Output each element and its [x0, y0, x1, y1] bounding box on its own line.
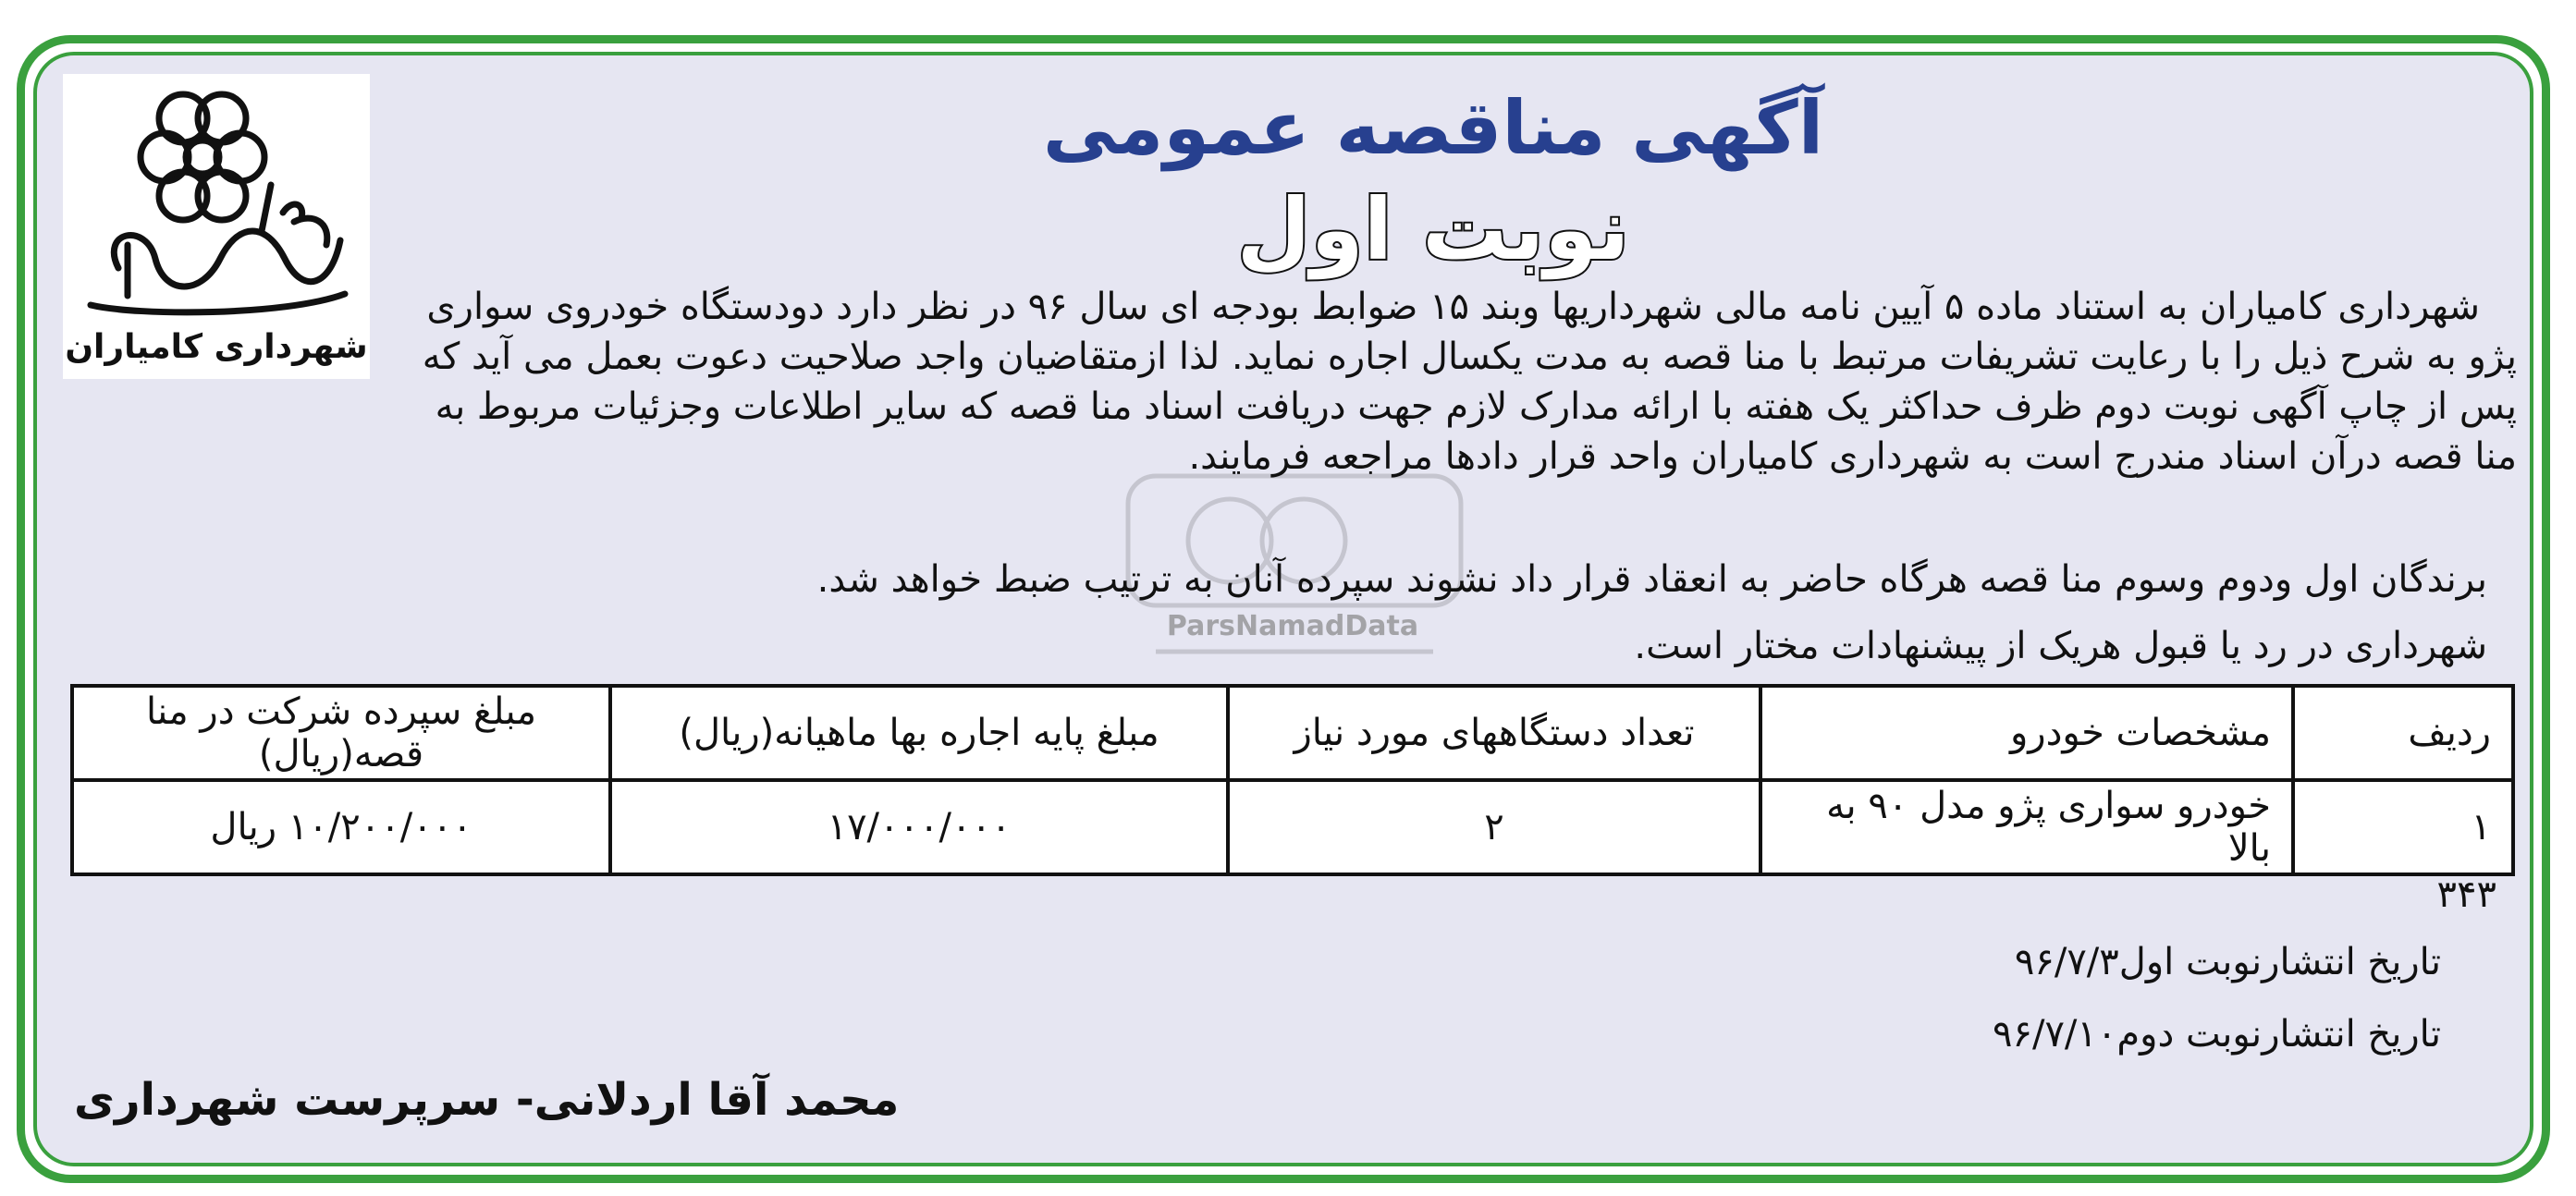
cell-vehicle-spec: خودرو سواری پژو مدل ۹۰ به بالا: [1760, 780, 2293, 874]
notice-number: ۳۴۳: [2436, 873, 2496, 916]
table-header-row: [72, 686, 2513, 780]
header-monthly-rent: مبلغ پایه اجاره بها ماهیانه(ریال): [610, 686, 1228, 780]
notice-paragraph-3: شهرداری در رد یا قبول هریک از پیشنهادات مختار است.: [1634, 625, 2487, 667]
paragraph-1-text: شهرداری کامیاران به استناد ماده ۵ آیین نامه مالی شهرداریها وبند ۱۵ ضوابط بودجه ای سال ۹۶ در نظر دارد دودستگاه خودروی سواری پژو به شرح ذیل را با رعایت تشریفات مرتبط با منا قصه به مدت یکسال اجاره نماید. لذا ازمتقاضیان واجد صلاحیت دعوت بعمل می آید که پس از چاپ آگهی نوبت دوم ظرف حداکثر یک هفته با ارائه مدارک لازم جهت دریافت اسناد منا قصه که سایر اطلاعات وجزئیات مربوط به منا قصه درآن اسناد مندرج است به شهرداری کامیاران واحد قرار دادها مراجعه فرمایند.: [422, 286, 2517, 478]
watermark-text: ParsNamadData: [1166, 610, 1419, 642]
header-row-number: ردیف: [2293, 686, 2513, 780]
notice-title: آگهی مناقصه عمومی: [1042, 85, 1824, 171]
cell-vehicle-count: ۲: [1228, 780, 1760, 874]
notice-paragraph-1: [399, 282, 2517, 482]
table-row: [72, 780, 2513, 874]
notice-round: نوبت اول: [1236, 180, 1630, 279]
logo-emblem-icon: [63, 74, 370, 323]
tender-table: [70, 684, 2515, 876]
signature: محمد آقا اردلانی- سرپرست شهرداری: [74, 1074, 900, 1126]
municipality-logo: [63, 74, 370, 379]
second-publication-date: تاریخ انتشارنوبت دوم۹۶/۷/۱۰: [1993, 1013, 2441, 1056]
cell-deposit: ۱۰/۲۰۰/۰۰۰ ریال: [72, 780, 610, 874]
cell-monthly-rent: ۱۷/۰۰۰/۰۰۰: [610, 780, 1228, 874]
header-vehicle-count: تعداد دستگاههای مورد نیاز: [1228, 686, 1760, 780]
header-vehicle-spec: مشخصات خودرو: [1760, 686, 2293, 780]
header-deposit: مبلغ سپرده شرکت در منا قصه(ریال): [72, 686, 610, 780]
notice-paragraph-2: برندگان اول ودوم وسوم منا قصه هرگاه حاضر به انعقاد قرار داد نشوند سپرده آنان به ترتیب ضبط خواهد شد.: [816, 558, 2487, 601]
cell-row-number: ۱: [2293, 780, 2513, 874]
first-publication-date: تاریخ انتشارنوبت اول۹۶/۷/۳: [2014, 941, 2441, 983]
logo-caption: شهرداری کامیاران: [65, 328, 368, 366]
